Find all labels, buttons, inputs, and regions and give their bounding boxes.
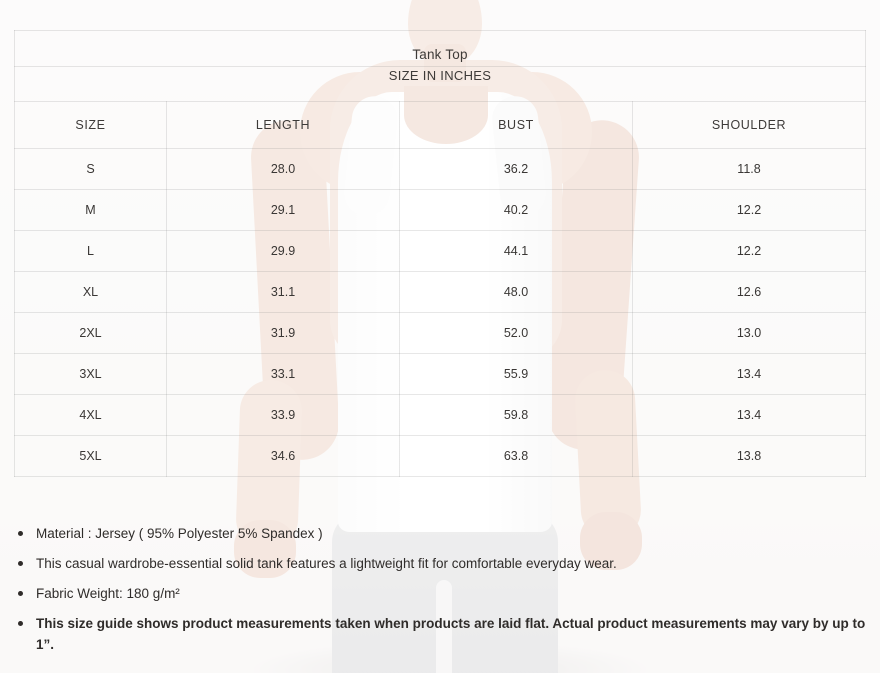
size-chart-table-wrap: [14, 30, 866, 477]
page-subtitle: SIZE IN INCHES: [15, 67, 866, 102]
cell-length: 29.9: [167, 231, 400, 272]
cell-size: 5XL: [15, 436, 167, 477]
note-measurement-disclaimer: This size guide shows product measurements taken when products are laid flat. Actual product measurements may vary by up to 1”.: [36, 615, 866, 652]
cell-length: 33.9: [167, 395, 400, 436]
column-header-bust: BUST: [400, 102, 633, 149]
cell-size: M: [15, 190, 167, 231]
cell-bust: 36.2: [400, 149, 633, 190]
table-title-row: [15, 31, 866, 67]
cell-bust: 40.2: [400, 190, 633, 231]
cell-size: S: [15, 149, 167, 190]
table-row: [15, 231, 866, 272]
product-notes: [14, 524, 874, 665]
cell-shoulder: 12.2: [633, 190, 866, 231]
table-row: [15, 313, 866, 354]
cell-length: 31.1: [167, 272, 400, 313]
cell-bust: 63.8: [400, 436, 633, 477]
cell-length: 31.9: [167, 313, 400, 354]
cell-bust: 48.0: [400, 272, 633, 313]
cell-length: 29.1: [167, 190, 400, 231]
cell-shoulder: 12.2: [633, 231, 866, 272]
column-header-size: SIZE: [15, 102, 167, 149]
cell-size: XL: [15, 272, 167, 313]
list-item: [36, 524, 874, 545]
table-row: [15, 190, 866, 231]
note-description: This casual wardrobe-essential solid tank features a lightweight fit for comfortable everyday wear.: [36, 555, 617, 571]
cell-length: 28.0: [167, 149, 400, 190]
table-row: [15, 354, 866, 395]
cell-length: 33.1: [167, 354, 400, 395]
cell-shoulder: 13.4: [633, 395, 866, 436]
cell-bust: 52.0: [400, 313, 633, 354]
cell-bust: 55.9: [400, 354, 633, 395]
bullet-icon: [18, 561, 23, 566]
cell-bust: 44.1: [400, 231, 633, 272]
cell-size: 4XL: [15, 395, 167, 436]
list-item: [36, 584, 874, 605]
table-body: [15, 149, 866, 477]
page-title: Tank Top: [15, 31, 866, 67]
table-header-row: [15, 102, 866, 149]
cell-bust: 59.8: [400, 395, 633, 436]
cell-length: 34.6: [167, 436, 400, 477]
list-item: [36, 554, 874, 575]
cell-shoulder: 12.6: [633, 272, 866, 313]
list-item: [36, 614, 874, 656]
column-header-shoulder: SHOULDER: [633, 102, 866, 149]
product-notes-list: [14, 524, 874, 656]
table-row: [15, 436, 866, 477]
table-subtitle-row: [15, 67, 866, 102]
table-row: [15, 395, 866, 436]
cell-shoulder: 13.8: [633, 436, 866, 477]
cell-shoulder: 13.4: [633, 354, 866, 395]
size-chart-table: [14, 30, 866, 477]
bullet-icon: [18, 621, 23, 626]
column-header-length: LENGTH: [167, 102, 400, 149]
table-row: [15, 272, 866, 313]
table-header: [15, 102, 866, 149]
bullet-icon: [18, 531, 23, 536]
cell-size: 3XL: [15, 354, 167, 395]
note-material: Material : Jersey ( 95% Polyester 5% Spandex ): [36, 526, 323, 541]
cell-shoulder: 13.0: [633, 313, 866, 354]
cell-size: L: [15, 231, 167, 272]
cell-size: 2XL: [15, 313, 167, 354]
table-row: [15, 149, 866, 190]
bullet-icon: [18, 591, 23, 596]
note-fabric-weight: Fabric Weight: 180 g/m²: [36, 585, 180, 601]
cell-shoulder: 11.8: [633, 149, 866, 190]
